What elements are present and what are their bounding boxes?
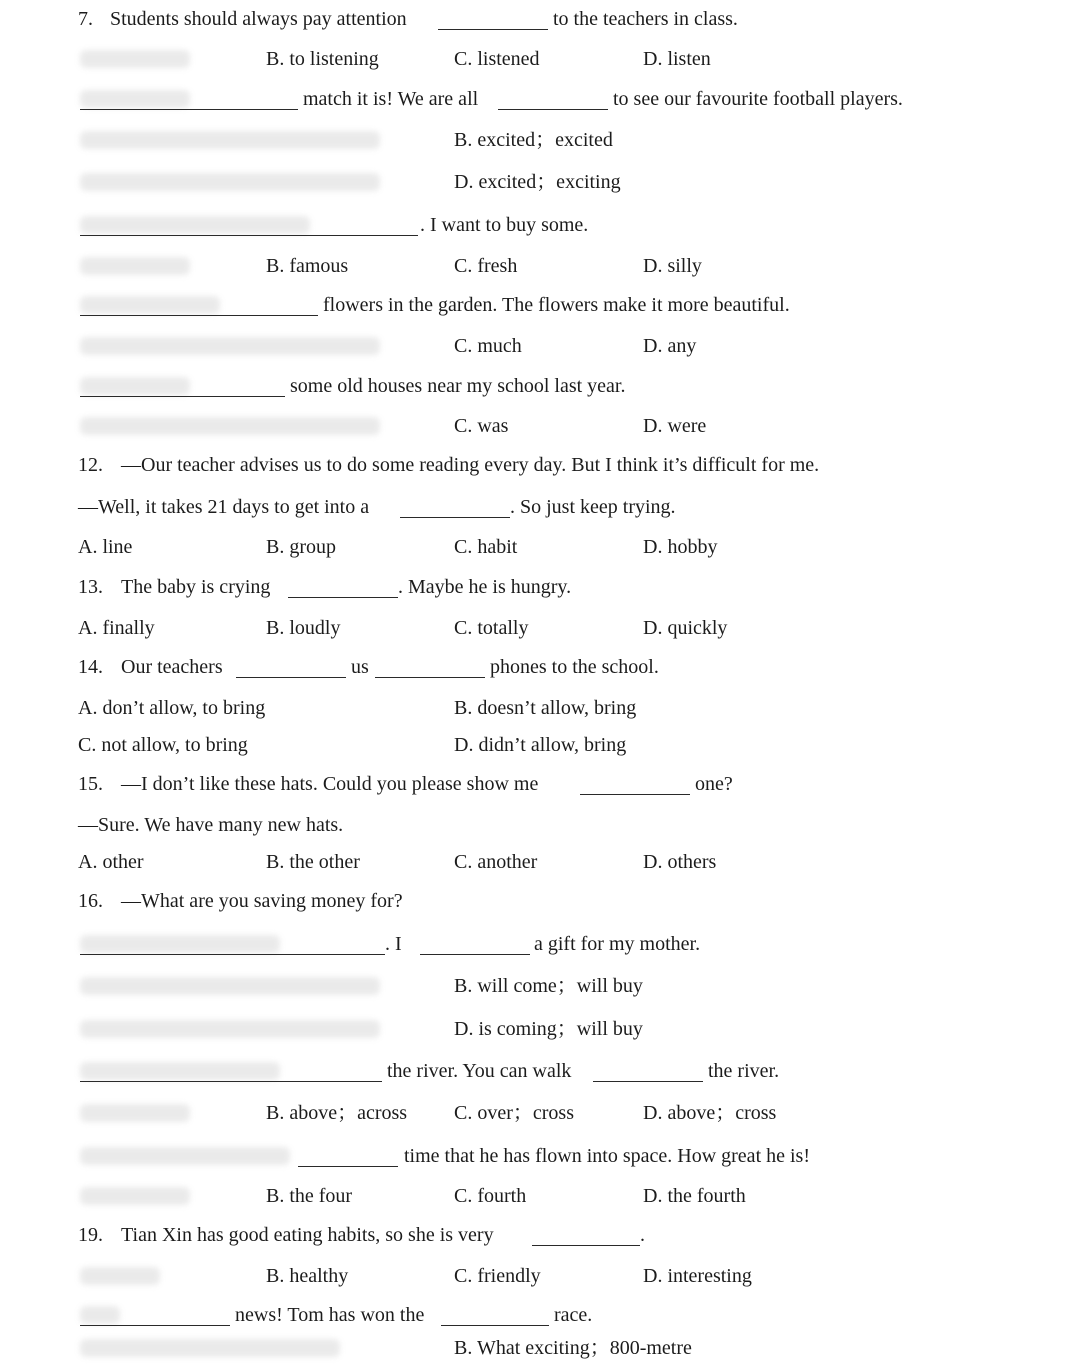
q16-line1: —What are you saving money for? xyxy=(121,890,403,912)
q7-number: 7. xyxy=(78,8,93,30)
q15-text-before: —I don’t like these hats. Could you please show me xyxy=(121,773,539,795)
q13-stem xyxy=(0,568,1080,606)
answer-blank xyxy=(298,1166,398,1167)
q15-option-c: C. another xyxy=(454,851,538,873)
q9-option-c: C. fresh xyxy=(454,255,518,277)
answer-blank xyxy=(375,677,485,678)
q20-text-middle: news! Tom has won the xyxy=(235,1304,425,1326)
q13-option-a: A. finally xyxy=(78,617,155,639)
q10-option-c: C. much xyxy=(454,335,522,357)
q15-stem xyxy=(0,765,1080,803)
q19-number: 19. xyxy=(78,1224,103,1246)
q8-options-row1 xyxy=(0,121,1080,159)
answer-blank xyxy=(593,1081,703,1082)
q7-option-b: B. to listening xyxy=(266,48,379,70)
q15-line2: —Sure. We have many new hats. xyxy=(78,814,344,836)
q10-text-after: flowers in the garden. The flowers make it more beautiful. xyxy=(323,294,790,316)
answer-blank xyxy=(80,396,285,397)
q12-option-a: A. line xyxy=(78,536,133,558)
q16-options-row1 xyxy=(0,967,1080,1005)
q15-option-a: A. other xyxy=(78,851,144,873)
q8-options-row2 xyxy=(0,163,1080,201)
q9-option-d: D. silly xyxy=(643,255,702,277)
q15-option-b: B. the other xyxy=(266,851,360,873)
q13-option-d: D. quickly xyxy=(643,617,728,639)
q18-options xyxy=(0,1177,1080,1215)
q18-option-d: D. the fourth xyxy=(643,1185,746,1207)
q19-text-after: . xyxy=(640,1224,645,1246)
q17-options xyxy=(0,1094,1080,1132)
q15-reply xyxy=(0,806,1080,844)
q19-text-before: Tian Xin has good eating habits, so she is very xyxy=(121,1224,494,1246)
q9-text-after: . I want to buy some. xyxy=(420,214,589,236)
answer-blank xyxy=(438,29,548,30)
q14-option-a: A. don’t allow, to bring xyxy=(78,697,266,719)
q11-option-d: D. were xyxy=(643,415,707,437)
q18-stem xyxy=(0,1137,1080,1175)
q12-option-d: D. hobby xyxy=(643,536,718,558)
q16-option-b: B. will come；will buy xyxy=(454,975,643,997)
q9-options xyxy=(0,247,1080,285)
q7-option-d: D. listen xyxy=(643,48,711,70)
q11-option-c: C. was xyxy=(454,415,509,437)
q11-stem xyxy=(0,367,1080,405)
q16-options-row2 xyxy=(0,1010,1080,1048)
q16-number: 16. xyxy=(78,890,103,912)
q9-option-b: B. famous xyxy=(266,255,349,277)
q13-option-c: C. totally xyxy=(454,617,529,639)
q13-text-before: The baby is crying xyxy=(121,576,271,598)
q14-option-b: B. doesn’t allow, bring xyxy=(454,697,637,719)
q14-options-row2 xyxy=(0,726,1080,764)
q7-stem xyxy=(0,0,1080,38)
q12-text-after: . So just keep trying. xyxy=(510,496,676,518)
q15-text-after: one? xyxy=(695,773,733,795)
answer-blank xyxy=(80,1081,382,1082)
q12-option-c: C. habit xyxy=(454,536,518,558)
q14-text-after: phones to the school. xyxy=(490,656,659,678)
q12-line1: —Our teacher advises us to do some reading every day. But I think it’s difficult for me. xyxy=(121,454,820,476)
q7-text-before: Students should always pay attention xyxy=(110,8,407,30)
answer-blank xyxy=(80,954,385,955)
q12-text-before: —Well, it takes 21 days to get into a xyxy=(78,496,370,518)
answer-blank xyxy=(80,235,418,236)
q13-option-b: B. loudly xyxy=(266,617,341,639)
q8-option-b: B. excited；excited xyxy=(454,129,613,151)
q8-text-middle: match it is! We are all xyxy=(303,88,479,110)
q16-text-after: a gift for my mother. xyxy=(534,933,701,955)
q14-text-before: Our teachers xyxy=(121,656,223,678)
q15-option-d: D. others xyxy=(643,851,717,873)
q17-text-middle: the river. You can walk xyxy=(387,1060,572,1082)
q14-options-row1 xyxy=(0,689,1080,727)
q20-text-after: race. xyxy=(554,1304,593,1326)
q14-option-d: D. didn’t allow, bring xyxy=(454,734,627,756)
q7-option-c: C. listened xyxy=(454,48,540,70)
q18-text-after: time that he has flown into space. How great he is! xyxy=(404,1145,810,1167)
q20-option-b: B. What exciting；800-metre xyxy=(454,1337,692,1359)
q18-option-c: C. fourth xyxy=(454,1185,527,1207)
answer-blank xyxy=(236,677,346,678)
q8-stem xyxy=(0,80,1080,118)
q14-number: 14. xyxy=(78,656,103,678)
q10-stem xyxy=(0,286,1080,324)
q10-options xyxy=(0,327,1080,365)
q19-option-c: C. friendly xyxy=(454,1265,541,1287)
q14-option-c: C. not allow, to bring xyxy=(78,734,248,756)
q17-stem xyxy=(0,1052,1080,1090)
q13-text-after: . Maybe he is hungry. xyxy=(398,576,572,598)
answer-blank xyxy=(498,109,608,110)
q7-text-after: to the teachers in class. xyxy=(553,8,738,30)
q15-number: 15. xyxy=(78,773,103,795)
answer-blank xyxy=(80,1325,230,1326)
q8-option-d: D. excited；exciting xyxy=(454,171,621,193)
answer-blank xyxy=(288,597,398,598)
q11-options xyxy=(0,407,1080,445)
q16-option-d: D. is coming；will buy xyxy=(454,1018,643,1040)
answer-blank xyxy=(80,315,318,316)
q16-stem xyxy=(0,882,1080,920)
q19-option-d: D. interesting xyxy=(643,1265,752,1287)
q19-options xyxy=(0,1257,1080,1295)
q12-reply xyxy=(0,488,1080,526)
q8-text-after: to see our favourite football players. xyxy=(613,88,903,110)
q12-options xyxy=(0,528,1080,566)
answer-blank xyxy=(400,517,510,518)
q12-stem xyxy=(0,446,1080,484)
q11-text-after: some old houses near my school last year. xyxy=(290,375,626,397)
answer-blank xyxy=(80,109,298,110)
q20-options xyxy=(0,1329,1080,1367)
q17-option-c: C. over；cross xyxy=(454,1102,574,1124)
answer-blank xyxy=(441,1325,549,1326)
q17-text-after: the river. xyxy=(708,1060,780,1082)
q19-option-b: B. healthy xyxy=(266,1265,349,1287)
q13-number: 13. xyxy=(78,576,103,598)
q9-stem xyxy=(0,206,1080,244)
q17-option-d: D. above；cross xyxy=(643,1102,777,1124)
q14-text-middle: us xyxy=(351,656,369,678)
q17-option-b: B. above；across xyxy=(266,1102,408,1124)
answer-blank xyxy=(532,1245,640,1246)
q16-text-middle: . I xyxy=(385,933,402,955)
q12-number: 12. xyxy=(78,454,103,476)
answer-blank xyxy=(580,794,690,795)
q10-option-d: D. any xyxy=(643,335,697,357)
q15-options xyxy=(0,843,1080,881)
q14-stem xyxy=(0,648,1080,686)
q13-options xyxy=(0,609,1080,647)
q16-reply xyxy=(0,925,1080,963)
q19-stem xyxy=(0,1216,1080,1254)
q18-option-b: B. the four xyxy=(266,1185,353,1207)
q7-options xyxy=(0,40,1080,78)
q12-option-b: B. group xyxy=(266,536,336,558)
answer-blank xyxy=(420,954,530,955)
